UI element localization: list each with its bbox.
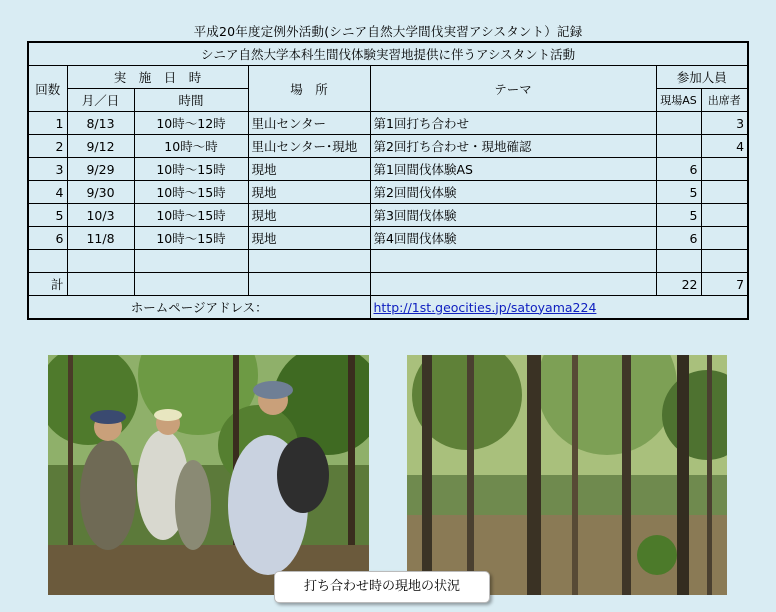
table-row-empty — [28, 250, 748, 273]
row-as-onsite: 5 — [656, 181, 701, 204]
row-as-onsite: 6 — [656, 227, 701, 250]
header-attendees: 出席者 — [701, 89, 748, 112]
homepage-label: ホームページアドレス： — [28, 296, 370, 320]
row-theme: 第1回間伐体験AS — [370, 158, 656, 181]
total-label: 計 — [28, 273, 67, 296]
header-as-onsite: 現場AS — [656, 89, 701, 112]
total-attendees: 7 — [701, 273, 748, 296]
row-attendees — [701, 227, 748, 250]
homepage-link[interactable]: http://1st.geocities.jp/satoyama224 — [373, 299, 597, 315]
table-row-total — [28, 273, 748, 296]
activity-record-table — [27, 41, 749, 320]
row-number: 1 — [28, 112, 67, 135]
row-place: 現地 — [248, 181, 370, 204]
row-theme: 第1回打ち合わせ — [370, 112, 656, 135]
table-row — [28, 112, 748, 135]
header-count: 回数 — [28, 66, 67, 112]
table-row — [28, 181, 748, 204]
row-theme: 第2回打ち合わせ・現地確認 — [370, 135, 656, 158]
table-row — [28, 135, 748, 158]
row-attendees — [701, 181, 748, 204]
row-time: 10時～15時 — [134, 181, 248, 204]
row-place: 現地 — [248, 227, 370, 250]
row-as-onsite — [656, 112, 701, 135]
row-attendees — [701, 158, 748, 181]
row-time: 10時～15時 — [134, 204, 248, 227]
row-attendees — [701, 204, 748, 227]
row-date: 9/12 — [67, 135, 134, 158]
header-date-group: 実 施 日 時 — [67, 66, 248, 89]
table-row — [28, 204, 748, 227]
row-place: 現地 — [248, 204, 370, 227]
row-number: 5 — [28, 204, 67, 227]
row-date: 9/29 — [67, 158, 134, 181]
row-place: 里山センター･現地 — [248, 135, 370, 158]
header-place: 場 所 — [248, 66, 370, 112]
row-date: 9/30 — [67, 181, 134, 204]
row-number: 2 — [28, 135, 67, 158]
row-place: 里山センター — [248, 112, 370, 135]
table-caption: シニア自然大学本科生間伐体験実習地提供に伴うアシスタント活動 — [28, 42, 748, 66]
row-time: 10時～15時 — [134, 158, 248, 181]
header-participants: 参加人員 — [656, 66, 748, 89]
row-attendees: 4 — [701, 135, 748, 158]
row-time: 10時～時 — [134, 135, 248, 158]
row-date: 11/8 — [67, 227, 134, 250]
header-theme: テーマ — [370, 66, 656, 112]
header-time: 時間 — [134, 89, 248, 112]
row-theme: 第2回間伐体験 — [370, 181, 656, 204]
row-theme: 第4回間伐体験 — [370, 227, 656, 250]
header-date: 月／日 — [67, 89, 134, 112]
page-title: 平成20年度定例外活動(シニア自然大学間伐実習アシスタント）記録 — [193, 24, 583, 39]
photo-caption: 打ち合わせ時の現地の状況 — [274, 571, 490, 603]
photo-forest-site — [407, 355, 727, 595]
total-as: 22 — [656, 273, 701, 296]
photo-meeting-in-forest — [48, 355, 369, 595]
row-number: 4 — [28, 181, 67, 204]
row-as-onsite: 5 — [656, 204, 701, 227]
row-number: 6 — [28, 227, 67, 250]
row-as-onsite — [656, 135, 701, 158]
row-number: 3 — [28, 158, 67, 181]
row-time: 10時～15時 — [134, 227, 248, 250]
table-row — [28, 227, 748, 250]
row-date: 8/13 — [67, 112, 134, 135]
row-date: 10/3 — [67, 204, 134, 227]
row-attendees: 3 — [701, 112, 748, 135]
row-place: 現地 — [248, 158, 370, 181]
row-theme: 第3回間伐体験 — [370, 204, 656, 227]
row-time: 10時～12時 — [134, 112, 248, 135]
row-as-onsite: 6 — [656, 158, 701, 181]
table-row — [28, 158, 748, 181]
